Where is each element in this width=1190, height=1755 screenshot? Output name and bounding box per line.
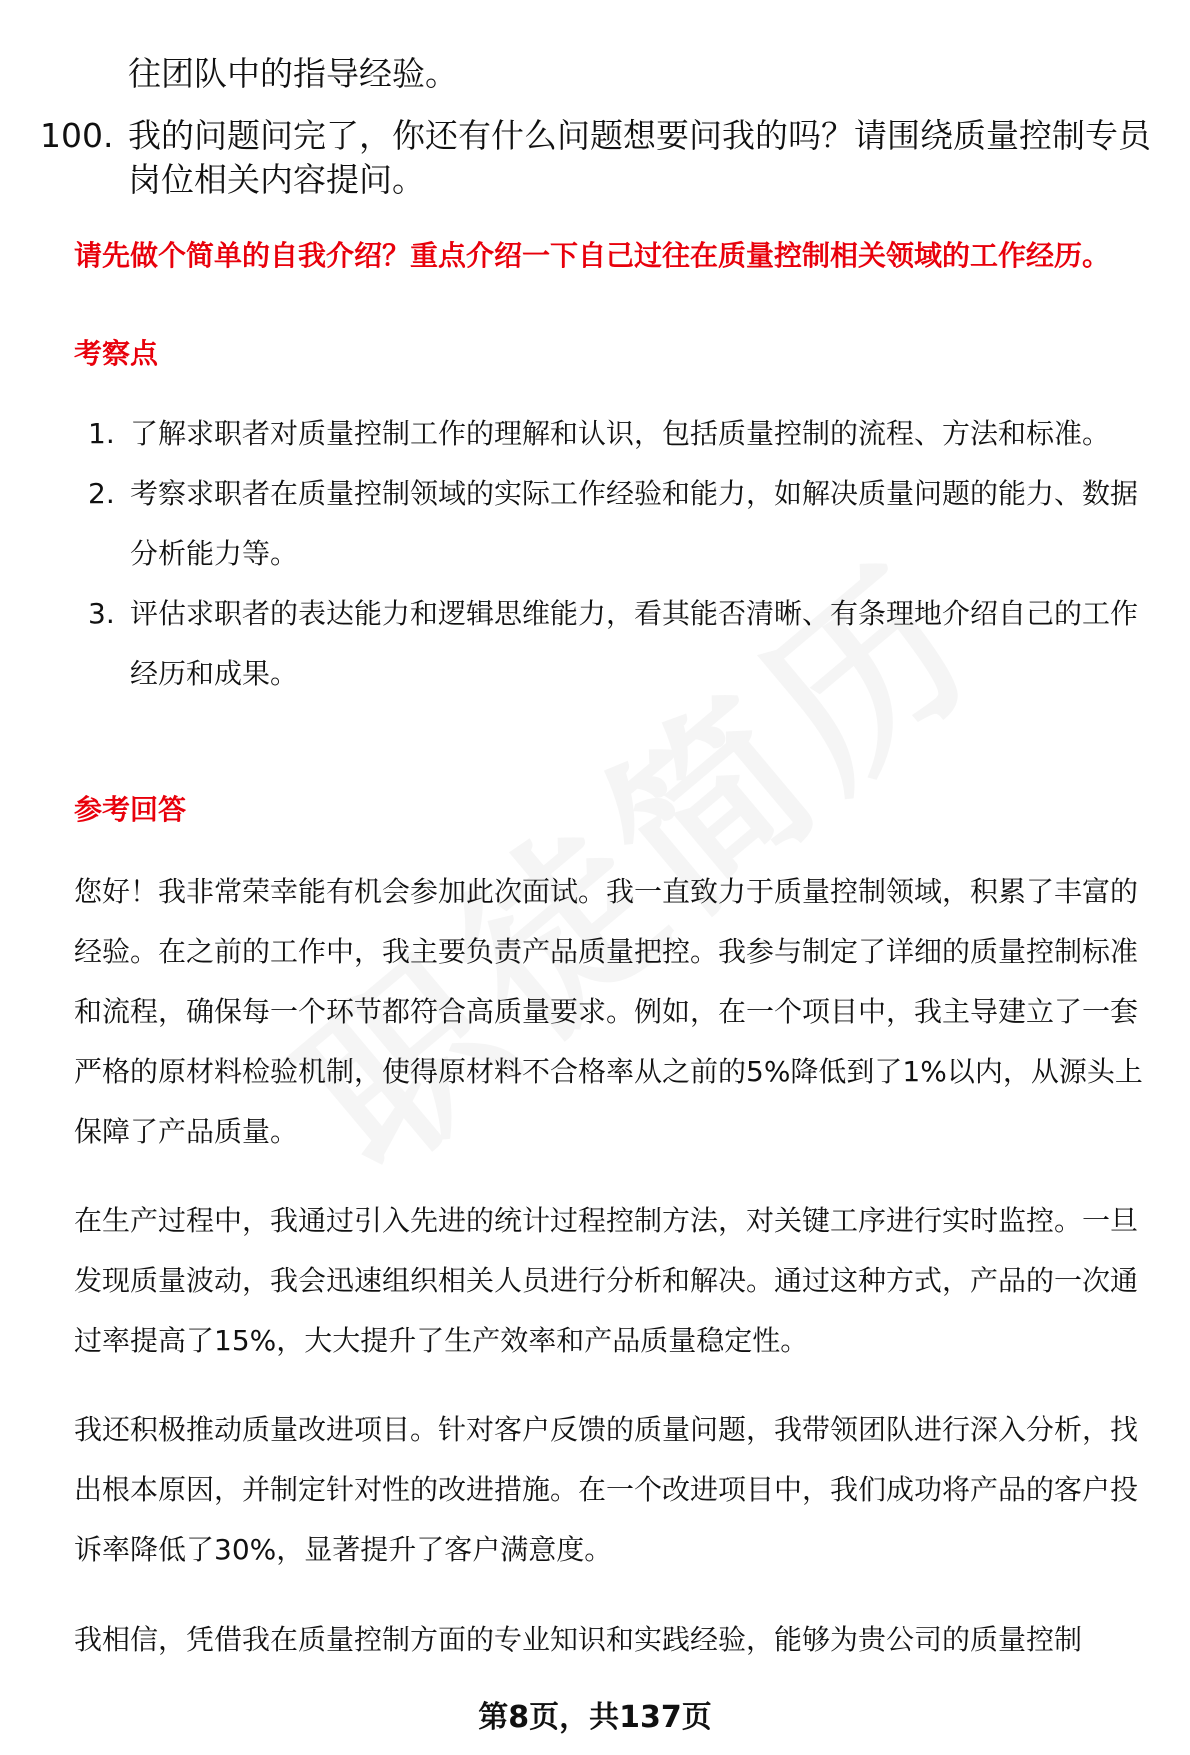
interview-question: 请先做个简单的自我介绍？重点介绍一下自己过往在质量控制相关领域的工作经历。	[74, 239, 1111, 272]
list-item-text: 评估求职者的表达能力和逻辑思维能力，看其能否清晰、有条理地介绍自己的工作经历和成果。	[130, 597, 1139, 690]
points-list	[74, 404, 1154, 704]
list-item-text: 考察求职者在质量控制领域的实际工作经验和能力，如解决质量问题的能力、数据分析能力等。	[130, 477, 1139, 570]
question-number: 100.	[40, 116, 114, 155]
answer-paragraph: 我相信，凭借我在质量控制方面的专业知识和实践经验，能够为贵公司的质量控制	[74, 1623, 1083, 1656]
list-item-index: 2.	[88, 477, 115, 510]
continuation-text: 往团队中的指导经验。	[128, 54, 458, 93]
list-item	[74, 404, 1154, 464]
points-heading: 考察点	[74, 337, 159, 370]
list-item	[74, 464, 1154, 584]
question-text: 我的问题问完了，你还有什么问题想要问我的吗？请围绕质量控制专员岗位相关内容提问。	[128, 116, 1151, 199]
answer-paragraph: 我还积极推动质量改进项目。针对客户反馈的质量问题，我带领团队进行深入分析，找出根本原因，并制定针对性的改进措施。在一个改进项目中，我们成功将产品的客户投诉率降低了30%，显著提升了客户满意度。	[74, 1413, 1139, 1566]
question-100	[40, 114, 1160, 202]
page-footer: 第8页，共137页	[478, 1700, 712, 1735]
list-item-index: 3.	[88, 597, 115, 630]
list-item	[74, 584, 1154, 704]
answer-paragraph: 在生产过程中，我通过引入先进的统计过程控制方法，对关键工序进行实时监控。一旦发现质量波动，我会迅速组织相关人员进行分析和解决。通过这种方式，产品的一次通过率提高了15%，大大提升了生产效率和产品质量稳定性。	[74, 1204, 1139, 1357]
list-item-text: 了解求职者对质量控制工作的理解和认识，包括质量控制的流程、方法和标准。	[130, 417, 1111, 450]
answer-paragraph: 您好！我非常荣幸能有机会参加此次面试。我一直致力于质量控制领域，积累了丰富的经验。在之前的工作中，我主要负责产品质量把控。我参与制定了详细的质量控制标准和流程，确保每一个环节都符合高质量要求。例如，在一个项目中，我主导建立了一套严格的原材料检验机制，使得原材料不合格率从之前的5%降低到了1%以内，从源头上保障了产品质量。	[74, 875, 1143, 1148]
answer-heading: 参考回答	[74, 793, 187, 826]
list-item-index: 1.	[88, 417, 115, 450]
